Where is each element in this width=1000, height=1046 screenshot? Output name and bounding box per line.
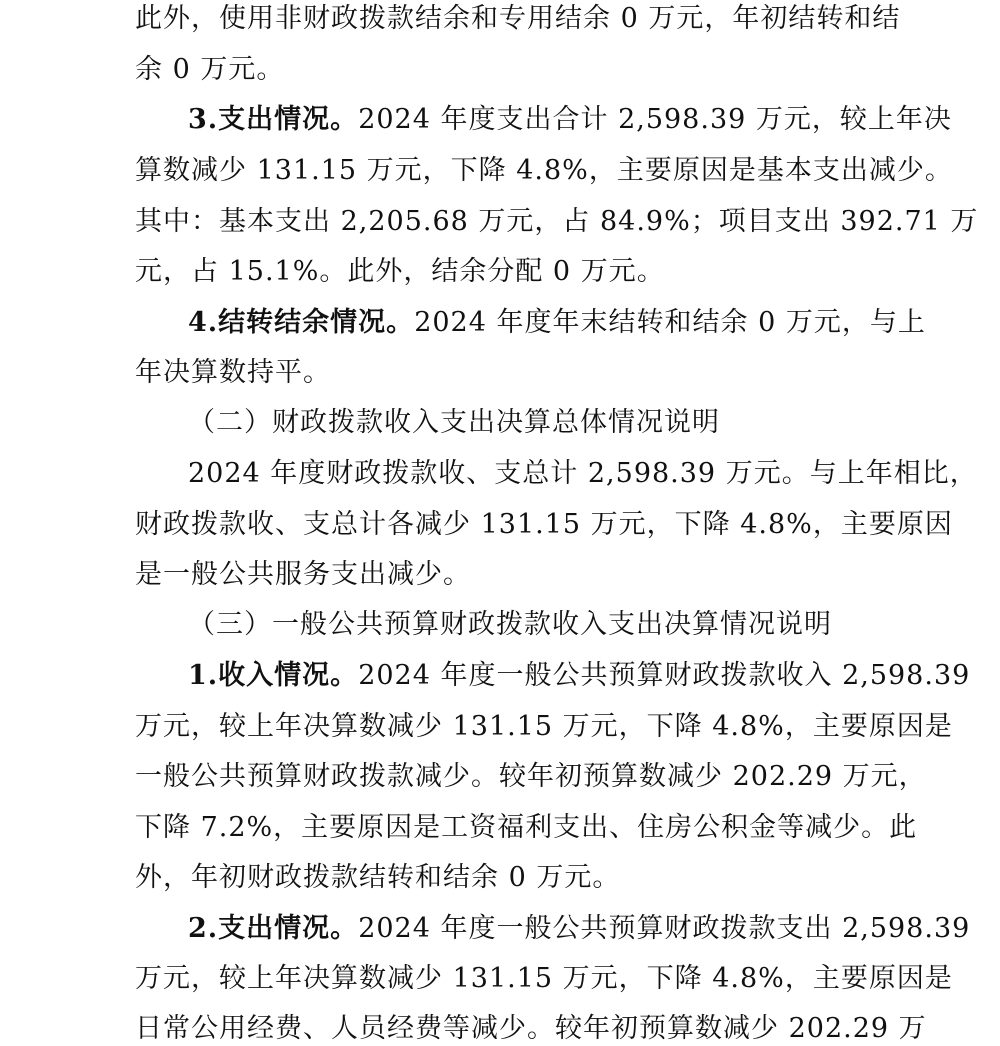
text-span: 2024 年度一般公共预算财政拨款收入 2,598.39 — [358, 660, 971, 691]
text-line: 万元，较上年决算数减少 131.15 万元，下降 4.8%，主要原因是 — [135, 711, 953, 742]
text-line: 元，占 15.1%。此外，结余分配 0 万元。 — [135, 256, 665, 287]
text-span: 2024 年度一般公共预算财政拨款支出 2,598.39 — [358, 913, 971, 944]
paragraph-heading: 3.支出情况。 — [188, 104, 359, 135]
paragraph-heading: 2.支出情况。 — [188, 913, 359, 944]
paragraph-expense-line1 — [188, 912, 971, 946]
section-title-2: （二）财政拨款收入支出决算总体情况说明 — [188, 407, 720, 438]
text-line: 财政拨款收、支总计各减少 131.15 万元，下降 4.8%，主要原因 — [135, 509, 953, 540]
text-line: 是一般公共服务支出减少。 — [135, 559, 471, 590]
text-line: 此外，使用非财政拨款结余和专用结余 0 万元，年初结转和结 — [135, 3, 901, 34]
paragraph-expenditure-line1 — [188, 103, 952, 137]
paragraph-heading: 1.收入情况。 — [188, 660, 359, 691]
paragraph-carryover-line1 — [188, 306, 926, 340]
text-span: 2024 年度年末结转和结余 0 万元，与上 — [414, 307, 926, 338]
paragraph-heading: 4.结转结余情况。 — [188, 307, 415, 338]
text-line: 其中：基本支出 2,205.68 万元，占 84.9%；项目支出 392.71 万 — [135, 206, 979, 237]
paragraph-income-line1 — [188, 659, 971, 693]
text-line: 一般公共预算财政拨款减少。较年初预算数减少 202.29 万元， — [135, 761, 927, 792]
text-line: 外，年初财政拨款结转和结余 0 万元。 — [135, 862, 621, 893]
text-line: 算数减少 131.15 万元，下降 4.8%，主要原因是基本支出减少。 — [135, 155, 953, 186]
text-line: 余 0 万元。 — [135, 54, 285, 85]
text-line: 万元，较上年决算数减少 131.15 万元，下降 4.8%，主要原因是 — [135, 963, 953, 994]
text-line: 年决算数持平。 — [135, 357, 331, 388]
text-line: 下降 7.2%，主要原因是工资福利支出、住房公积金等减少。此 — [135, 812, 918, 843]
text-line: 日常公用经费、人员经费等减少。较年初预算数减少 202.29 万 — [135, 1013, 927, 1044]
section-title-3: （三）一般公共预算财政拨款收入支出决算情况说明 — [188, 609, 832, 640]
text-line: 2024 年度财政拨款收、支总计 2,598.39 万元。与上年相比， — [188, 458, 978, 489]
text-span: 2024 年度支出合计 2,598.39 万元，较上年决 — [358, 104, 952, 135]
